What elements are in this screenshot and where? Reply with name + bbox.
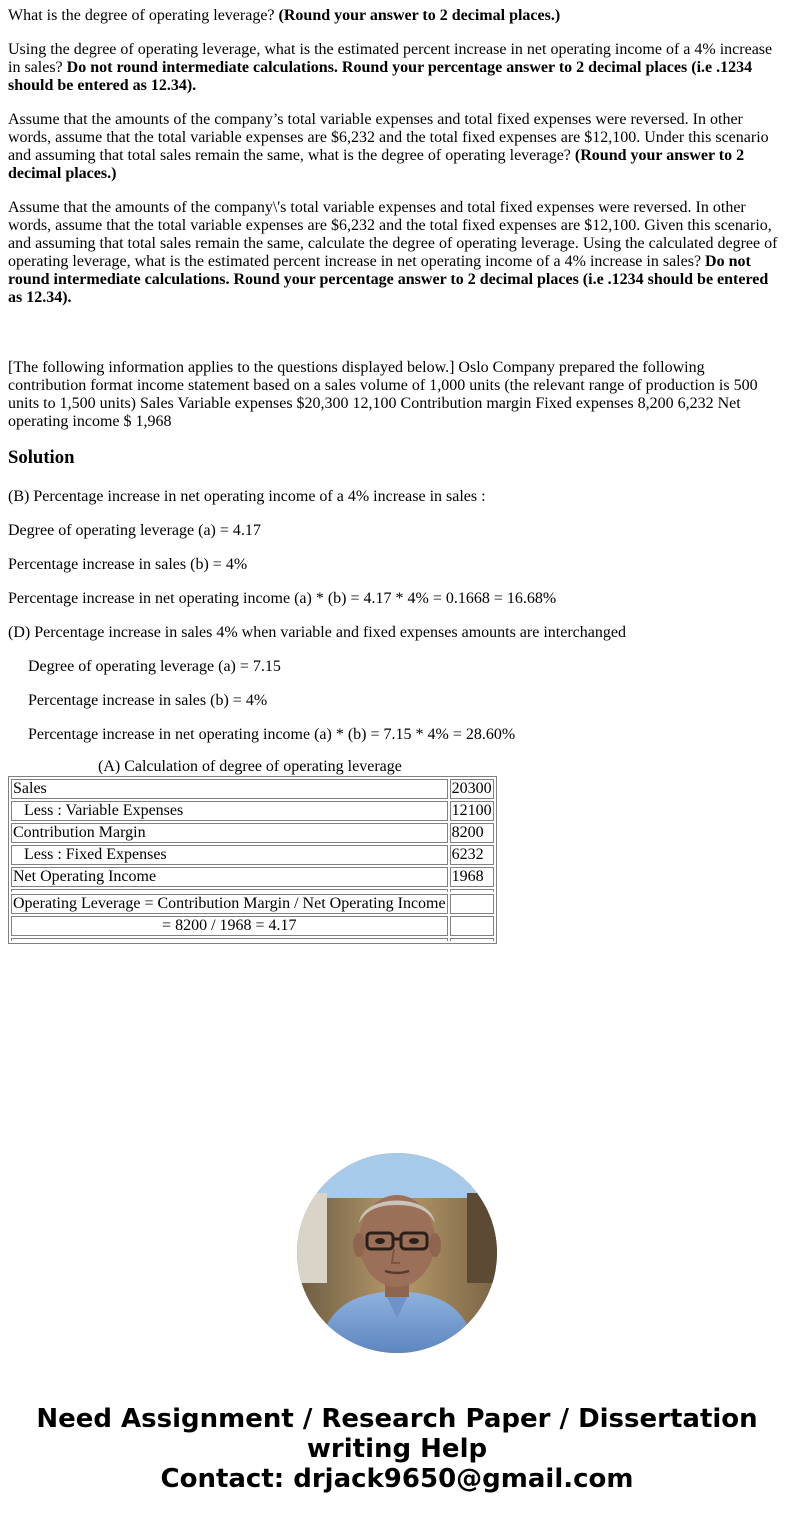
table-row [11,867,494,887]
table-row [11,845,494,865]
row-value: 8200 [450,823,494,843]
table-row [11,779,494,799]
part-b-line-1: Degree of operating leverage (a) = 4.17 [8,522,261,539]
part-d-line-3: Percentage increase in net operating income (a) * (b) = 7.15 * 4% = 28.60% [28,726,516,743]
part-a-caption: (A) Calculation of degree of operating leverage [98,758,402,775]
table-row [11,894,494,914]
question-2: Using the degree of operating leverage, what is the estimated percent increase in net operating income of a 4% increase in sales? Do not round intermediate calculations. Round your percentage answer to 2 decimal places (i.e .1234 should be entered as 12.34). [8,41,773,94]
row-value: 6232 [450,845,494,865]
row-label: Less : Fixed Expenses [11,845,448,865]
table-separator [11,889,494,892]
table-row [11,823,494,843]
formula-label: Operating Leverage = Contribution Margin / Net Operating Income [13,895,446,912]
question-1: What is the degree of operating leverage? (Round your answer to 2 decimal places.) [8,7,561,24]
question-3: Assume that the amounts of the company’s total variable expenses and total fixed expenses were reversed. In other words, assume that the total variable expenses are $6,232 and the total fixed expenses are $12,100. Under this scenario and assuming that total sales remain the same, what is the degree of operating leverage? (Round your answer to 2 decimal places.) [8,111,769,182]
formula-value: = 8200 / 1968 = 4.17 [11,916,448,936]
part-d-title: (D) Percentage increase in sales 4% when variable and fixed expenses amounts are interchanged [8,624,626,641]
row-label: Less : Variable Expenses [11,801,448,821]
row-label: Net Operating Income [11,867,448,887]
table-row [11,916,494,936]
calculation-table [8,776,497,944]
info-paragraph: [The following information applies to the questions displayed below.] Oslo Company prepared the following contribution format income statement based on a sales volume of 1,000 units (the relevant range of production is 500 units to 1,500 units) Sales Variable expenses $20,300 12,100 Contribution margin Fixed expenses 8,200 6,232 Net operating income $ 1,968 [8,359,758,430]
spacer [8,323,786,359]
question-4: Assume that the amounts of the company\'s total variable expenses and total fixed expenses were reversed. In other words, assume that the total variable expenses are $6,232 and the total fixed expenses are $12,100. Given this scenario, and assuming that total sales remain the same, calculate the degree of operating leverage. Using the calculated degree of operating leverage, what is the estimated percent increase in net operating income of a 4% increase in sales? Do not round intermediate calculations. Round your percentage answer to 2 decimal places (i.e .1234 should be entered as 12.34). [8,199,778,306]
table-row [11,801,494,821]
part-b-title: (B) Percentage increase in net operating income of a 4% increase in sales : [8,488,486,505]
part-b-line-3: Percentage increase in net operating income (a) * (b) = 4.17 * 4% = 0.1668 = 16.68% [8,590,557,607]
table-separator [11,938,494,941]
footer-ad [0,1404,794,1494]
part-b-line-2: Percentage increase in sales (b) = 4% [8,556,248,573]
empty-cell [450,916,494,936]
author-portrait-icon [297,1153,497,1353]
empty-cell [450,894,494,914]
footer-line-2: writing Help [306,1434,488,1464]
author-avatar [297,1153,497,1353]
solution-heading: Solution [8,447,75,468]
footer-contact: Contact: drjack9650@gmail.com [160,1464,634,1494]
part-d-line-1: Degree of operating leverage (a) = 7.15 [28,658,281,675]
row-value: 1968 [450,867,494,887]
row-label: Sales [11,779,448,799]
row-value: 20300 [451,780,492,797]
part-d-line-2: Percentage increase in sales (b) = 4% [28,692,268,709]
row-label: Contribution Margin [11,823,448,843]
row-value: 12100 [451,802,492,819]
footer-line-1: Need Assignment / Research Paper / Dissertation [36,1404,758,1434]
